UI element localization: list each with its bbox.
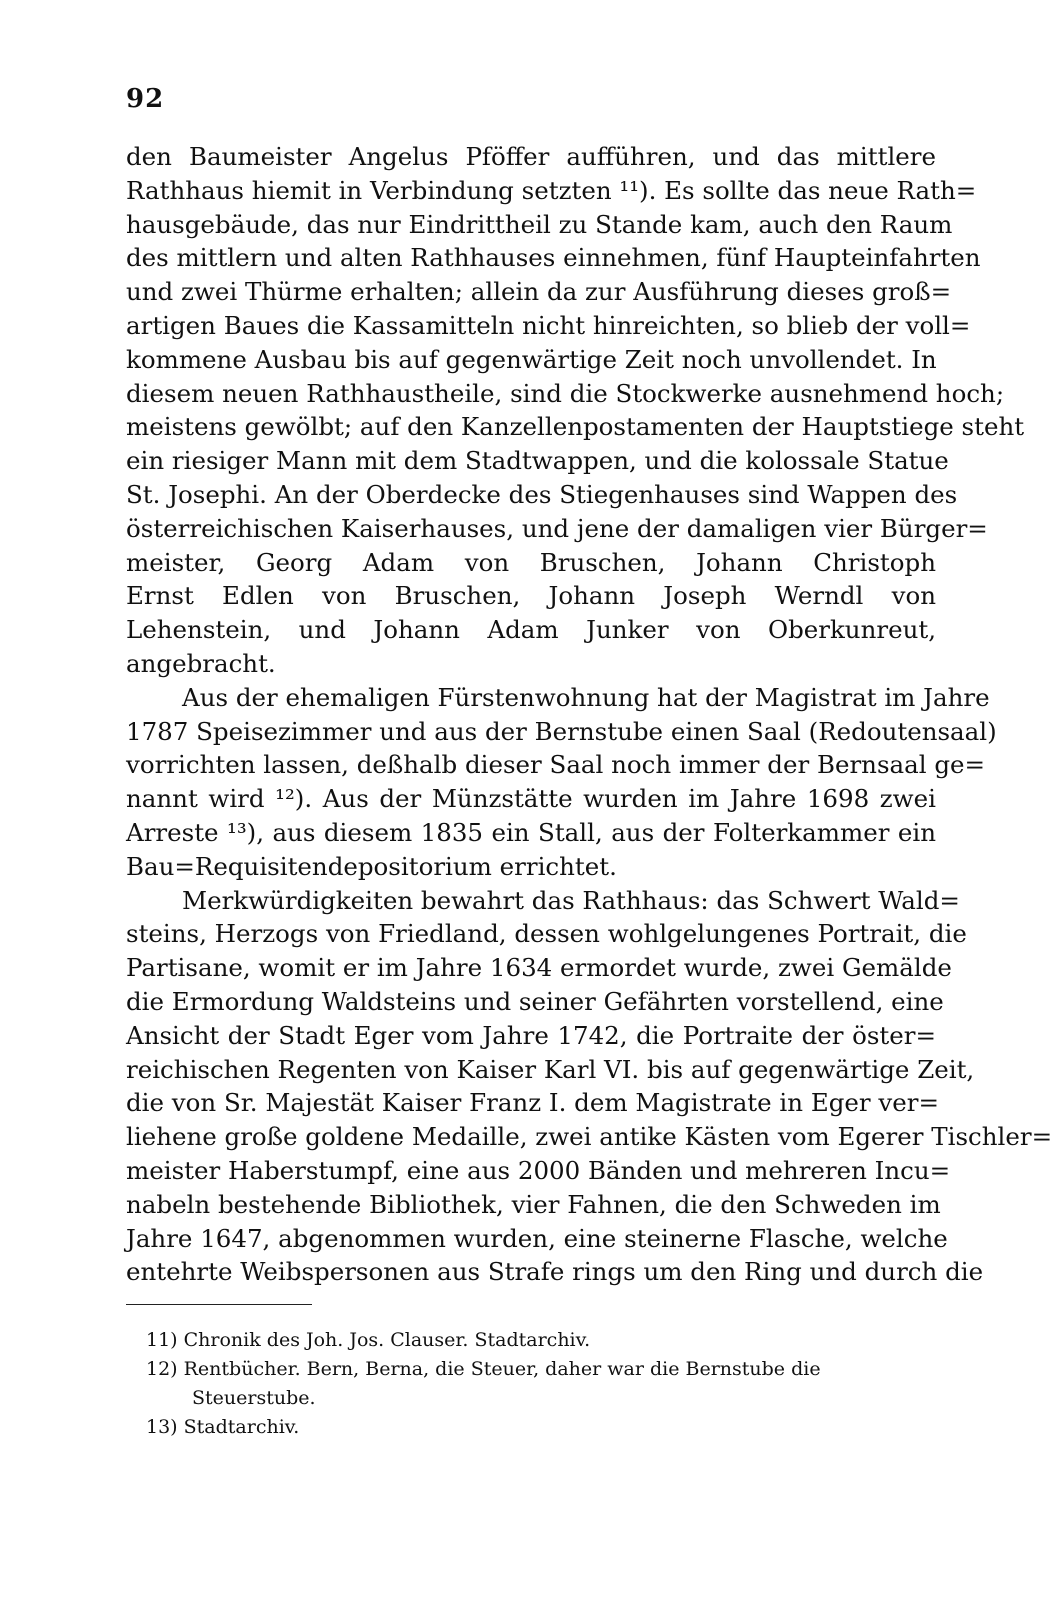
text-line: des mittlern und alten Rathhauses einnehmen, fünf Haupteinfahrten	[126, 243, 981, 273]
footnote-divider	[126, 1304, 312, 1305]
text-line: die Ermordung Waldsteins und seiner Gefährten vorstellend, eine	[126, 986, 944, 1016]
text-line: meistens gewölbt; auf den Kanzellenpostamenten der Hauptstiege steht	[126, 412, 1025, 442]
footnote: 11) Chronik des Joh. Jos. Clauser. Stadtarchiv.	[146, 1329, 591, 1351]
text-line: ein riesiger Mann mit dem Stadtwappen, und die kolossale Statue	[126, 446, 949, 476]
text-line: St. Josephi. An der Oberdecke des Stiegenhauses sind Wappen des	[126, 479, 958, 509]
text-line: Bau=Requisitendepositorium errichtet.	[126, 851, 617, 881]
text-line: 1787 Speisezimmer und aus der Bernstube einen Saal (Redoutensaal)	[126, 716, 997, 746]
text-line: entehrte Weibspersonen aus Strafe rings um den Ring und durch die	[126, 1257, 984, 1287]
text-line: Ernst Edlen von Bruschen, Johann Joseph Werndl von	[126, 581, 936, 611]
footnote-continuation: Steuerstube.	[192, 1387, 316, 1409]
main-text	[126, 140, 1052, 1289]
text-line: steins, Herzogs von Friedland, dessen wohlgelungenes Portrait, die	[126, 919, 967, 949]
text-line: meister Haberstumpf, eine aus 2000 Bänden und mehreren Incu=	[126, 1155, 951, 1185]
text-line: Ansicht der Stadt Eger vom Jahre 1742, die Portraite der öster=	[126, 1020, 936, 1050]
text-line: österreichischen Kaiserhauses, und jene der damaligen vier Bürger=	[126, 513, 988, 543]
text-line: meister, Georg Adam von Bruschen, Johann Christoph	[126, 547, 936, 577]
text-line: Rathhaus hiemit in Verbindung setzten ¹¹). Es sollte das neue Rath=	[126, 175, 977, 205]
text-line: Partisane, womit er im Jahre 1634 ermordet wurde, zwei Gemälde	[126, 953, 952, 983]
footnote: 12) Rentbücher. Bern, Berna, die Steuer, daher war die Bernstube die	[146, 1358, 821, 1380]
text-line: vorrichten lassen, deßhalb dieser Saal noch immer der Bernsaal ge=	[126, 750, 986, 780]
text-line: Merkwürdigkeiten bewahrt das Rathhaus: das Schwert Wald=	[182, 885, 960, 915]
footnote: 13) Stadtarchiv.	[146, 1416, 300, 1438]
text-line: und zwei Thürme erhalten; allein da zur Ausführung dieses groß=	[126, 277, 952, 307]
text-line: Jahre 1647, abgenommen wurden, eine steinerne Flasche, welche	[126, 1223, 948, 1253]
page-number: 92	[126, 84, 165, 114]
text-line: artigen Baues die Kassamitteln nicht hinreichten, so blieb der voll=	[126, 310, 971, 340]
text-line: Aus der ehemaligen Fürstenwohnung hat der Magistrat im Jahre	[182, 682, 990, 712]
text-line: reichischen Regenten von Kaiser Karl VI. bis auf gegenwärtige Zeit,	[126, 1054, 975, 1084]
text-line: hausgebäude, das nur Eindrittheil zu Stande kam, auch den Raum	[126, 209, 953, 239]
text-line: diesem neuen Rathhaustheile, sind die Stockwerke ausnehmend hoch;	[126, 378, 1005, 408]
text-line: Lehenstein, und Johann Adam Junker von Oberkunreut,	[126, 615, 936, 645]
text-line: die von Sr. Majestät Kaiser Franz I. dem Magistrate in Eger ver=	[126, 1088, 939, 1118]
text-line: kommene Ausbau bis auf gegenwärtige Zeit noch unvollendet. In	[126, 344, 937, 374]
text-line: angebracht.	[126, 648, 276, 678]
text-line: nannt wird ¹²). Aus der Münzstätte wurden im Jahre 1698 zwei	[126, 784, 936, 814]
text-line: den Baumeister Angelus Pföffer aufführen, und das mittlere	[126, 142, 936, 171]
text-line: Arreste ¹³), aus diesem 1835 ein Stall, aus der Folterkammer ein	[126, 817, 936, 847]
footnotes	[126, 1326, 936, 1442]
text-line: liehene große goldene Medaille, zwei antike Kästen vom Egerer Tischler=	[126, 1122, 1052, 1152]
text-line: nabeln bestehende Bibliothek, vier Fahnen, die den Schweden im	[126, 1189, 941, 1219]
